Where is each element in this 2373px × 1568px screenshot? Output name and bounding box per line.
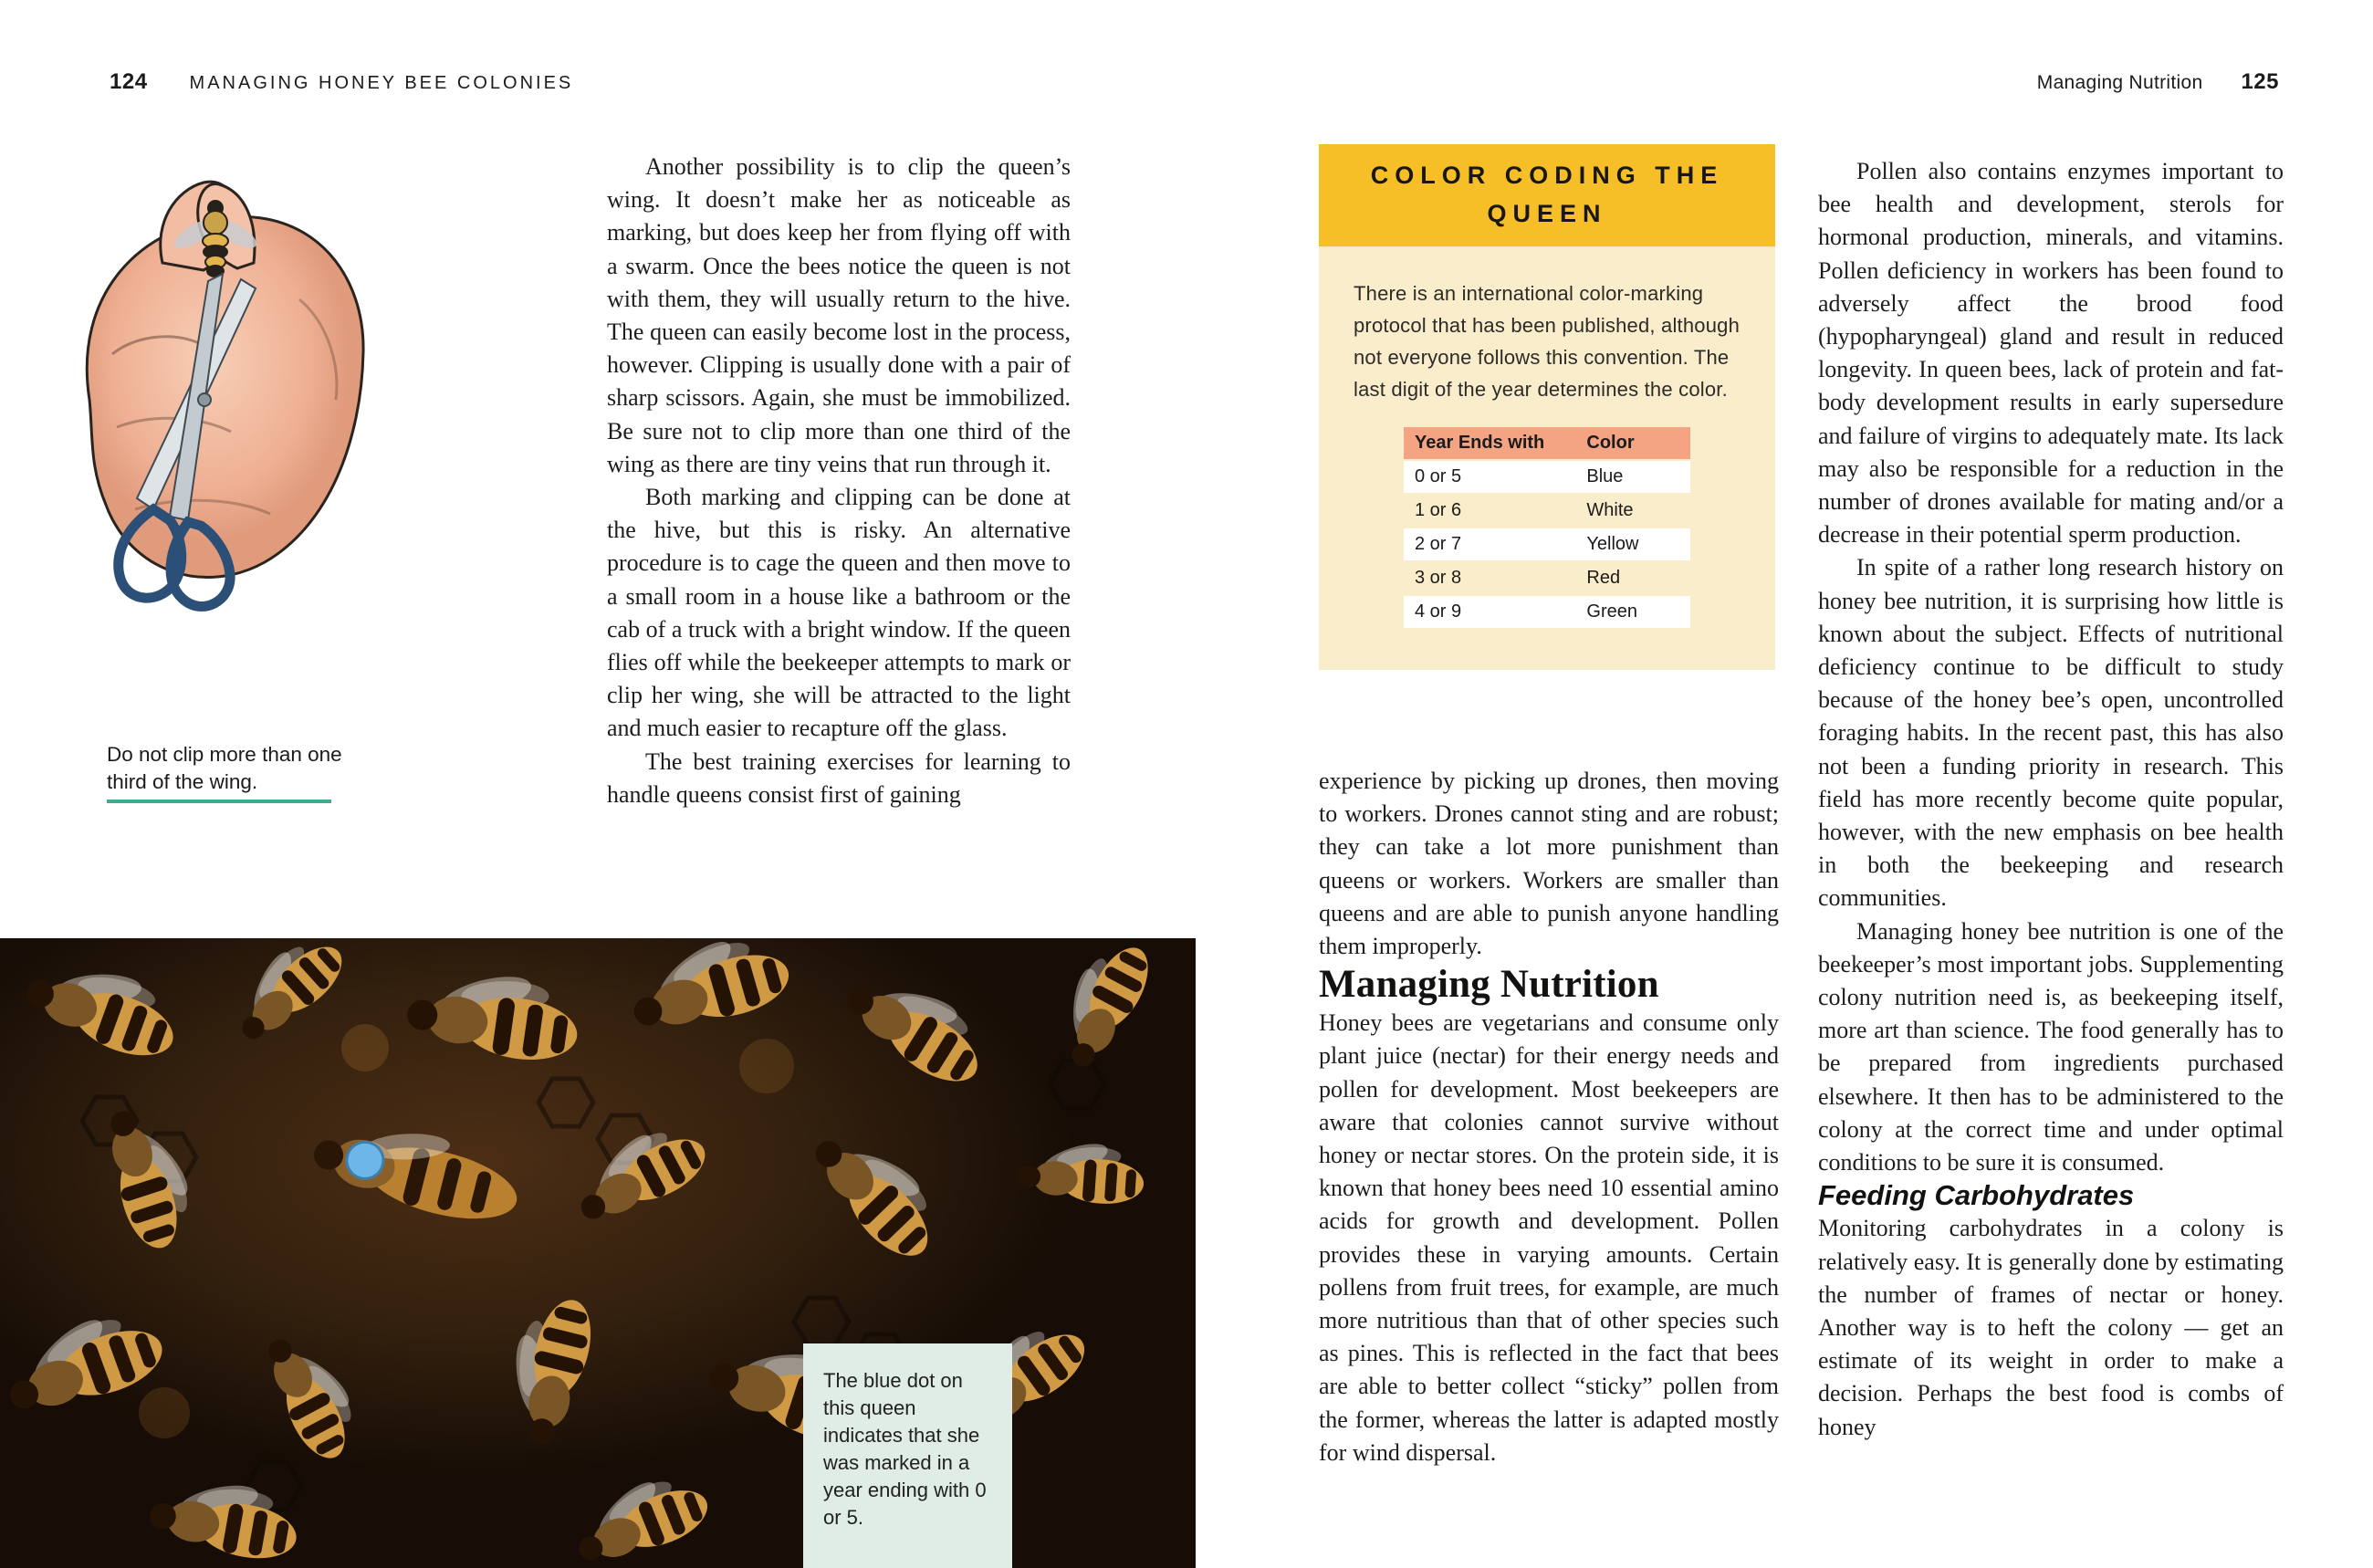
left-running-head — [110, 69, 573, 95]
year-cell: 3 or 8 — [1415, 568, 1462, 588]
paragraph: In spite of a rather long research history on honey bee nutrition, it is surprising how little is known about the subject. Effects of nutritional deficiency continue to be difficult to study because of the honey bee’s open, uncontrolled foraging habits. In the recent past, this has also not been a funding priority in research. This field has more recently become quite popular, however, with the new emphasis on bee health in both the beekeeping and research communities. — [1818, 554, 2284, 912]
paragraph: experience by picking up drones, then moving to workers. Drones cannot sting and are robust; they can take a lot more punishment than queens or workers. Workers are smaller than queens and are able to punish anyone handling them improperly. — [1319, 768, 1779, 960]
paragraph: Honey bees are vegetarians and consume only plant juice (nectar) for their energy needs and pollen for development. Most beekeepers are aware that colonies cannot survive without honey or nectar stores. On the protein side, it is known that honey bees need 10 essential amino acids for growth and development. Pollen provides these in varying amounts. Certain pollens from fruit trees, for example, are much more nutritious than that of other species such as pines. This is reflected in the fact that bees are able to better collect “sticky” pollen from the former, whereas the latter is adapted mostly for wind dispersal. — [1319, 1009, 1779, 1466]
table-row — [1404, 562, 1690, 594]
sidebar-header — [1319, 144, 1775, 246]
color-cell: Green — [1575, 596, 1690, 628]
table-header-year: Year Ends with — [1404, 427, 1575, 459]
left-page-number: 124 — [110, 69, 148, 94]
color-code-table — [1404, 425, 1690, 630]
paragraph: The best training exercises for learning to handle queens consist first of gaining — [607, 747, 1071, 808]
color-cell: Red — [1586, 568, 1621, 588]
right-page-column-2 — [1818, 155, 2284, 1444]
color-coding-sidebar — [1319, 144, 1775, 670]
paragraph: Managing honey bee nutrition is one of the beekeeper’s most important jobs. Supplementing colony nutrition need is, as beekeeping itself, more art than science. The food generally has to be prepared from ingredients purchased elsewhere. It then has to be administered to the colony at the correct time and under optimal conditions to be sure it is consumed. — [1818, 917, 2284, 1176]
paragraph: Pollen also contains enzymes important to bee health and development, sterols for hormonal production, minerals, and vitamins. Pollen deficiency in workers has been found to adversely affect the brood food (hypopharyngeal) gland and result in reduced longevity. In queen bees, lack of protein and fat-body development results in early supersedure and failure of virgins to adequately mate. Its lack may also be responsible for a reduction in the number of drones available for mating and/or a decrease in their potential sperm production. — [1818, 158, 2284, 549]
year-cell: 1 or 6 — [1415, 500, 1462, 520]
table-header-row — [1404, 427, 1690, 459]
color-cell: White — [1586, 500, 1634, 520]
right-page-column-1 — [1319, 765, 1779, 1469]
illustration-caption: Do not clip more than one third of the wing. — [107, 743, 342, 793]
sidebar-body — [1319, 246, 1775, 670]
paragraph: Another possibility is to clip the queen’s wing. It doesn’t make her as noticeable as marking, but does keep her from flying off with a swarm. Once the bees notice the queen is not with them, they will usually return to the hive. The queen can easily become lost in the process, however. Clipping is usually done with a pair of sharp scissors. Again, she must be immobilized. Be sure not to clip more than one third of the wing as there are tiny veins that run through it. — [607, 153, 1071, 477]
year-cell: 4 or 9 — [1404, 596, 1575, 628]
section-heading: Managing Nutrition — [1319, 963, 1659, 1007]
caption-rule — [107, 800, 331, 803]
left-running-head-title: MANAGING HONEY BEE COLONIES — [189, 73, 574, 93]
right-page-number: 125 — [2241, 69, 2279, 94]
color-cell: Blue — [1575, 461, 1690, 493]
paragraph: Both marking and clipping can be done at the hive, but this is risky. An alternative procedure is to cage the queen and then move to a small room in a house like a bathroom or the cab of a truck with a bright window. If the queen flies off while the beekeeper attempts to mark or clip her wing, she will be attracted to the light and much easier to recapture off the glass. — [607, 484, 1071, 742]
table-row — [1404, 528, 1690, 560]
paragraph: Monitoring carbohydrates in a colony is relatively easy. It is generally done by estimating the number of frames of nectar or honey. Another way is to heft the colony — get an estimate of its weight in order to make a decision. Perhaps the best food is combs of honey — [1818, 1215, 2284, 1440]
wing-clipping-illustration — [26, 126, 392, 725]
color-cell: Yellow — [1575, 528, 1690, 560]
table-row — [1404, 495, 1690, 527]
right-running-head-title: Managing Nutrition — [2036, 72, 2203, 93]
table-header-color: Color — [1575, 427, 1690, 459]
sub-heading: Feeding Carbohydrates — [1818, 1179, 2135, 1212]
table-row — [1404, 596, 1690, 628]
year-cell: 0 or 5 — [1404, 461, 1575, 493]
photo-caption: The blue dot on this queen indicates that she was marked in a year ending with 0 or 5. — [803, 1343, 1012, 1568]
sidebar-title: COLOR CODING THE QUEEN — [1370, 162, 1724, 227]
year-cell: 2 or 7 — [1404, 528, 1575, 560]
table-row — [1404, 461, 1690, 493]
bee-photo — [0, 938, 1196, 1568]
right-running-head — [2037, 69, 2279, 95]
sidebar-intro: There is an international color-marking protocol that has been published, although not everyone follows this convention. The last digit of the year determines the color. — [1354, 282, 1741, 401]
left-text-column — [607, 151, 1071, 811]
